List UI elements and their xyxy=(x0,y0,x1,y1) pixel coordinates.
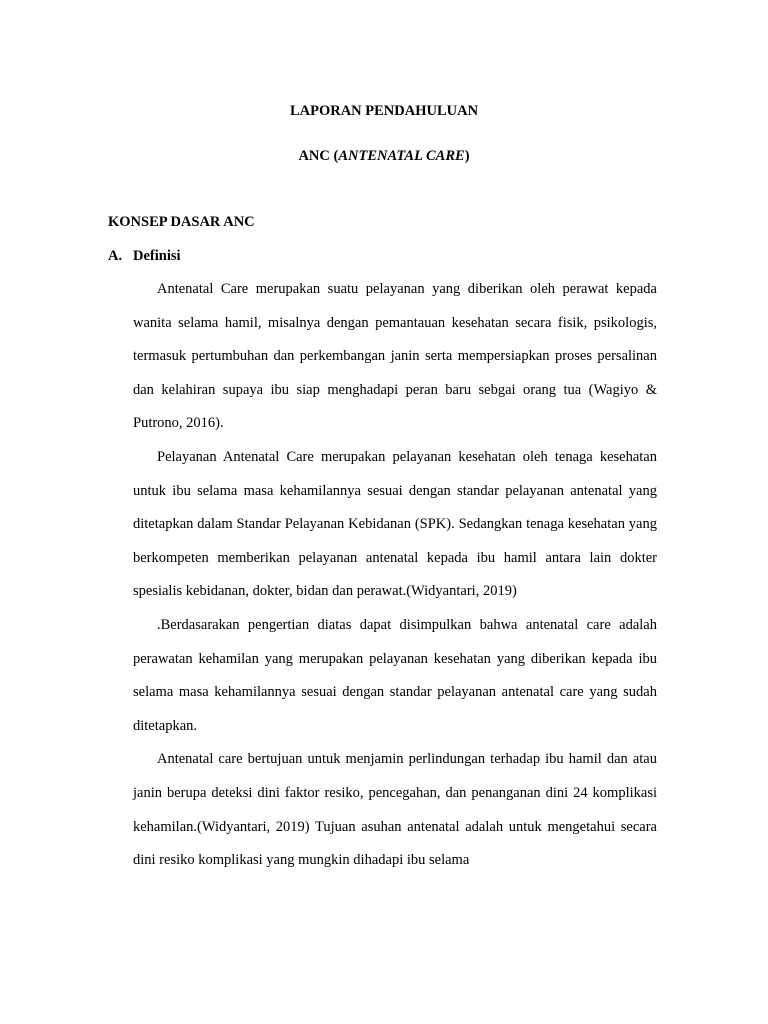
subsection-title: Definisi xyxy=(133,248,181,264)
subtitle-prefix: ANC ( xyxy=(298,148,339,164)
subtitle-italic: ANTENATAL CARE xyxy=(338,148,465,164)
paragraph: Pelayanan Antenatal Care merupakan pelayanan kesehatan oleh tenaga kesehatan untuk ibu selama masa kehamilannya sesuai dengan standar pelayanan antenatal yang ditetapkan dalam Standar Pelayanan Kebidanan (SPK). Sedangkan tenaga kesehatan yang berkompeten memberikan pelayanan antenatal kepada ibu hamil antara lain dokter spesialis kebidanan, dokter, bidan dan perawat.(Widyantari, 2019) xyxy=(133,448,657,600)
document-title: LAPORAN PENDAHULUAN xyxy=(289,103,479,119)
paragraph: Antenatal Care merupakan suatu pelayanan yang diberikan oleh perawat kepada wanita selama hamil, misalnya dengan pemantauan kesehatan secara fisik, psikologis, termasuk pertumbuhan dan perkembangan janin serta mempersiapkan proses persalinan dan kelahiran supaya ibu siap menghadapi peran baru sebgai orang tua (Wagiyo & Putrono, 2016). xyxy=(133,281,657,432)
subsection-heading xyxy=(108,247,181,265)
section-heading: KONSEP DASAR ANC xyxy=(108,214,255,230)
paragraph: Antenatal care bertujuan untuk menjamin perlindungan terhadap ibu hamil dan atau janin berupa deteksi dini faktor resiko, pencegahan, dan penanganan dini 24 komplikasi kehamilan.(Widyantari, 2019) Tujuan asuhan antenatal adalah untuk mengetahui secara dini resiko komplikasi yang mungkin dihadapi ibu selama xyxy=(133,751,657,869)
document-subtitle xyxy=(0,147,768,165)
subsection-number: A. xyxy=(108,248,123,264)
paragraph: .Berdasarakan pengertian diatas dapat disimpulkan bahwa antenatal care adalah perawatan kehamilan yang merupakan pelayanan kesehatan yang diberikan kepada ibu selama masa kehamilannya sesuai dengan standar pelayanan antenatal care yang sudah ditetapkan. xyxy=(133,616,657,734)
subtitle-suffix: ) xyxy=(464,148,470,164)
body-text xyxy=(133,273,657,878)
